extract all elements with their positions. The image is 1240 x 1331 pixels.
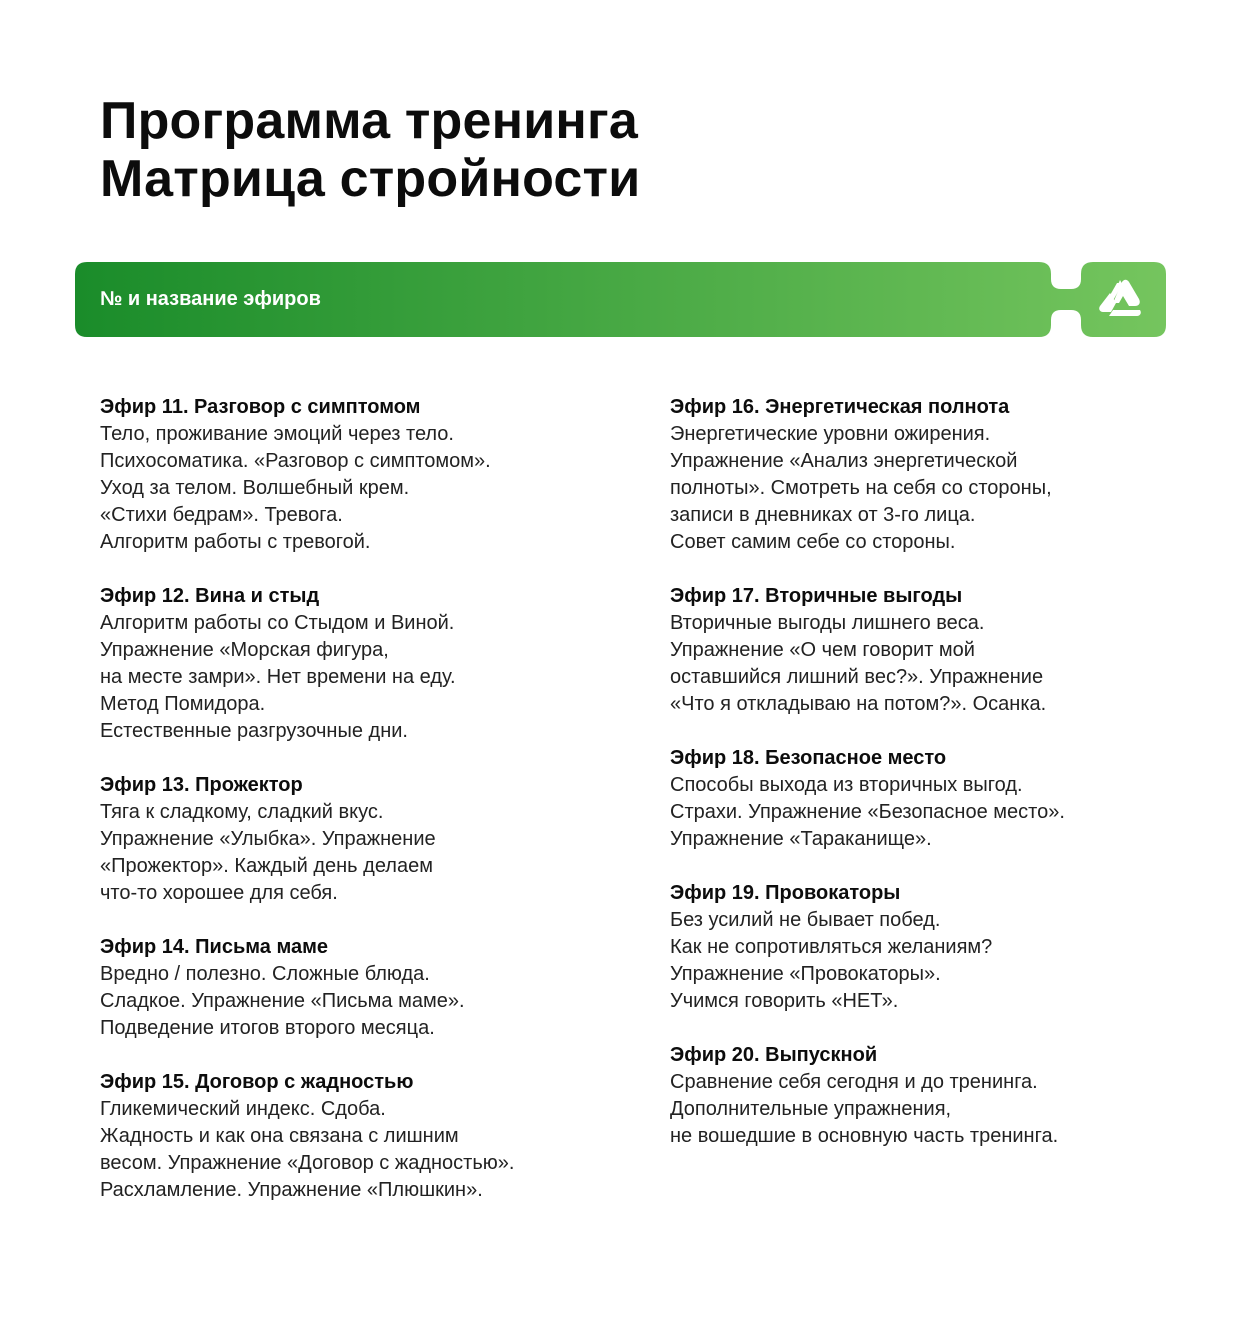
- episode-line: Уход за телом. Волшебный крем.: [100, 477, 410, 499]
- header-label: № и название эфиров: [100, 288, 321, 310]
- episode-line: Сравнение себя сегодня и до тренинга.: [670, 1071, 1038, 1093]
- episodes-column-right: [670, 394, 1190, 1177]
- episode-title: Эфир 16. Энергетическая полнота: [670, 396, 1010, 418]
- episode-line: Учимся говорить «НЕТ».: [670, 990, 899, 1012]
- episode-line: Тело, проживание эмоций через тело.: [100, 423, 454, 445]
- episode-line: Энергетические уровни ожирения.: [670, 423, 991, 445]
- episode-15: [100, 1069, 620, 1204]
- triangle-logo-icon: [1081, 262, 1166, 337]
- episode-line: Жадность и как она связана с лишним: [100, 1125, 459, 1147]
- episode-title: Эфир 12. Вина и стыд: [100, 585, 320, 607]
- episode-line: Совет самим себе со стороны.: [670, 531, 956, 553]
- episode-line: Упражнение «Морская фигура,: [100, 639, 389, 661]
- episode-line: Сладкое. Упражнение «Письма маме».: [100, 990, 465, 1012]
- episode-line: Упражнение «Провокаторы».: [670, 963, 941, 985]
- episode-line: оставшийся лишний вес?». Упражнение: [670, 666, 1044, 688]
- episode-13: [100, 772, 620, 907]
- episode-line: «Прожектор». Каждый день делаем: [100, 855, 433, 877]
- episode-line: на месте замри». Нет времени на еду.: [100, 666, 456, 688]
- episode-line: Упражнение «О чем говорит мой: [670, 639, 975, 661]
- episode-line: Вредно / полезно. Сложные блюда.: [100, 963, 430, 985]
- episode-line: Гликемический индекс. Сдоба.: [100, 1098, 386, 1120]
- episode-line: Алгоритм работы с тревогой.: [100, 531, 371, 553]
- episodes-column-left: [100, 394, 620, 1231]
- episode-title: Эфир 13. Прожектор: [100, 774, 303, 796]
- episode-title: Эфир 14. Письма маме: [100, 936, 329, 958]
- episode-line: «Стихи бедрам». Тревога.: [100, 504, 343, 526]
- episode-line: «Что я откладываю на потом?». Осанка.: [670, 693, 1047, 715]
- episode-line: не вошедшие в основную часть тренинга.: [670, 1125, 1059, 1147]
- episode-line: полноты». Смотреть на себя со стороны,: [670, 477, 1052, 499]
- page-title: [100, 92, 640, 208]
- page-title-line-2: Матрица стройности: [100, 150, 641, 208]
- episode-line: что-то хорошее для себя.: [100, 882, 338, 904]
- episode-line: Психосоматика. «Разговор с симптомом».: [100, 450, 491, 472]
- episode-line: Страхи. Упражнение «Безопасное место».: [670, 801, 1065, 823]
- episode-line: Естественные разгрузочные дни.: [100, 720, 408, 742]
- episode-line: Дополнительные упражнения,: [670, 1098, 952, 1120]
- episode-line: Вторичные выгоды лишнего веса.: [670, 612, 985, 634]
- episode-line: весом. Упражнение «Договор с жадностью».: [100, 1152, 515, 1174]
- episode-line: записи в дневниках от 3-го лица.: [670, 504, 976, 526]
- episode-title: Эфир 15. Договор с жадностью: [100, 1071, 414, 1093]
- episode-line: Способы выхода из вторичных выгод.: [670, 774, 1023, 796]
- episode-line: Метод Помидора.: [100, 693, 266, 715]
- episode-title: Эфир 18. Безопасное место: [670, 747, 947, 769]
- episode-20: [670, 1042, 1190, 1150]
- episode-title: Эфир 20. Выпускной: [670, 1044, 878, 1066]
- episode-17: [670, 583, 1190, 718]
- section-header-bar: [75, 262, 1166, 337]
- episode-19: [670, 880, 1190, 1015]
- episode-line: Упражнение «Анализ энергетической: [670, 450, 1018, 472]
- episode-11: [100, 394, 620, 556]
- page-title-line-1: Программа тренинга: [100, 92, 638, 150]
- episode-12: [100, 583, 620, 745]
- episode-line: Без усилий не бывает побед.: [670, 909, 941, 931]
- episode-line: Тяга к сладкому, сладкий вкус.: [100, 801, 384, 823]
- episode-line: Расхламление. Упражнение «Плюшкин».: [100, 1179, 483, 1201]
- episode-line: Подведение итогов второго месяца.: [100, 1017, 435, 1039]
- episode-line: Упражнение «Тараканище».: [670, 828, 932, 850]
- episode-16: [670, 394, 1190, 556]
- episode-title: Эфир 19. Провокаторы: [670, 882, 901, 904]
- episode-line: Как не сопротивляться желаниям?: [670, 936, 993, 958]
- episode-line: Алгоритм работы со Стыдом и Виной.: [100, 612, 455, 634]
- episode-14: [100, 934, 620, 1042]
- episode-title: Эфир 17. Вторичные выгоды: [670, 585, 963, 607]
- episode-line: Упражнение «Улыбка». Упражнение: [100, 828, 436, 850]
- episode-18: [670, 745, 1190, 853]
- episode-title: Эфир 11. Разговор с симптомом: [100, 396, 421, 418]
